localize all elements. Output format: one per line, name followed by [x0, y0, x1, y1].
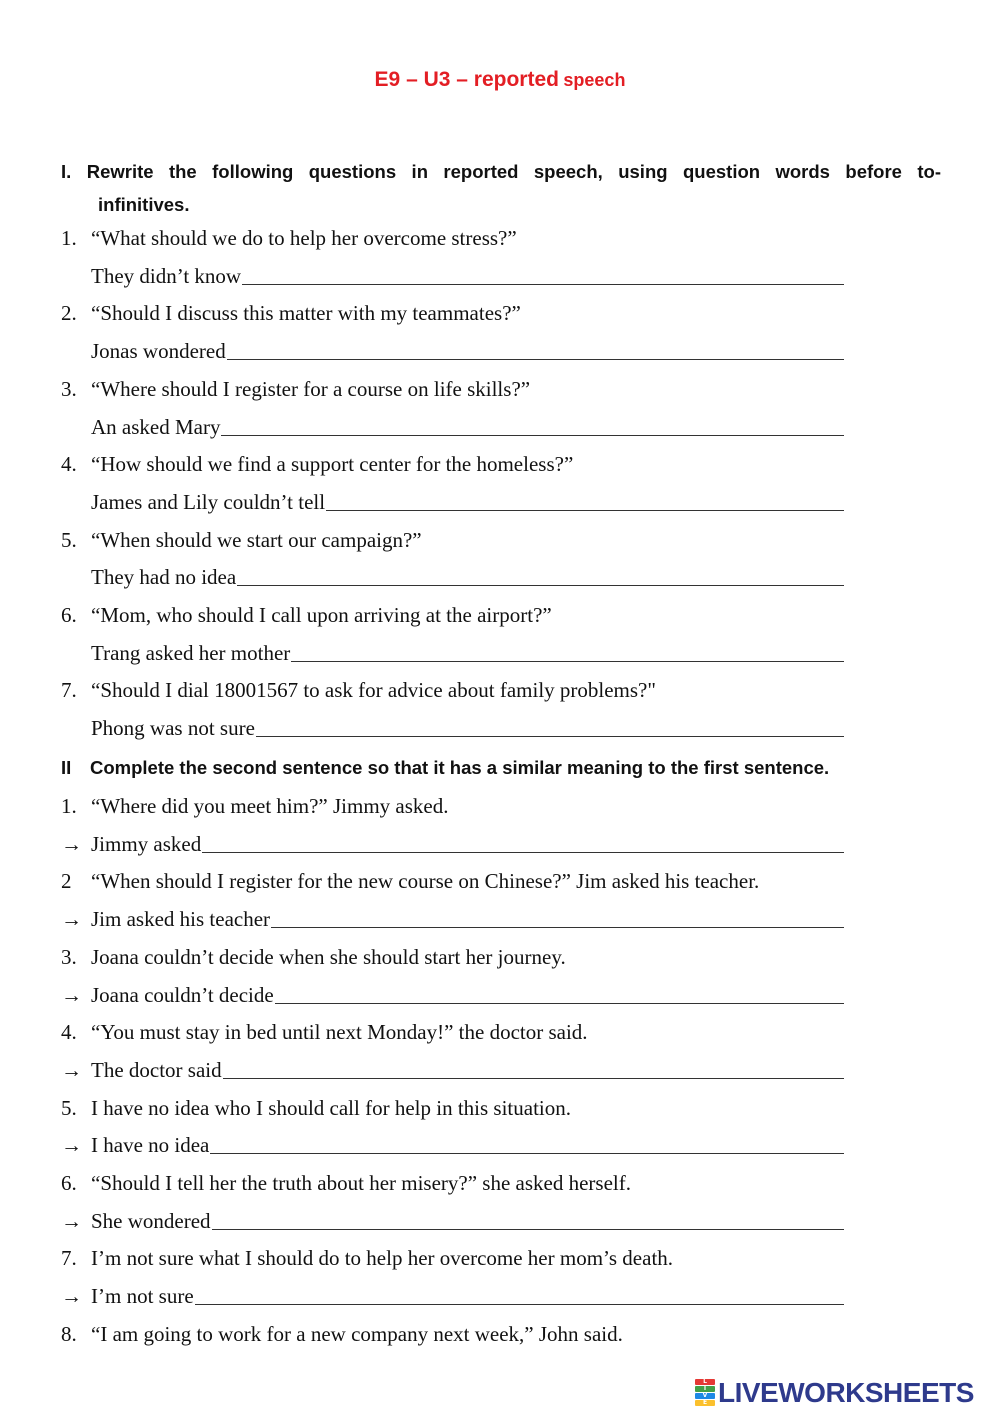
answer-row	[91, 336, 844, 366]
answer-blank[interactable]	[326, 510, 844, 511]
answer-prefix: Phong was not sure	[91, 716, 255, 741]
worksheet-title	[0, 68, 1000, 92]
answer-row	[91, 487, 844, 517]
question-number: 1.	[61, 794, 77, 818]
section2-heading	[61, 756, 941, 780]
question-number: 8.	[61, 1321, 77, 1346]
question-number: 4.	[61, 452, 77, 477]
question-row	[61, 1168, 631, 1198]
answer-row	[61, 1206, 844, 1236]
question-row	[61, 791, 448, 821]
logo-mark-icon	[695, 1379, 715, 1407]
question-text: “I am going to work for a new company next week,” John said.	[91, 1321, 623, 1346]
arrow-icon: →	[61, 1284, 82, 1309]
question-text: “What should we do to help her overcome stress?”	[91, 226, 517, 250]
answer-prefix: Jimmy asked	[91, 831, 202, 856]
answer-blank[interactable]	[275, 1003, 844, 1004]
answer-row	[91, 261, 844, 291]
question-text: “Should I dial 18001567 to ask for advice about family problems?"	[91, 678, 656, 703]
answer-row	[91, 412, 844, 442]
section2-heading-text: Complete the second sentence so that it has a similar meaning to the first sentence.	[90, 757, 830, 778]
answer-row	[61, 904, 844, 934]
section2-roman: II	[61, 757, 72, 778]
answer-prefix: She wondered	[91, 1208, 211, 1233]
answer-row	[61, 1281, 844, 1311]
question-row	[61, 223, 517, 253]
answer-blank[interactable]	[223, 1078, 844, 1079]
logo-mark-letter: I	[695, 1386, 715, 1392]
question-number: 7.	[61, 1246, 77, 1271]
question-row	[61, 525, 422, 555]
liveworksheets-logo	[695, 1376, 974, 1410]
logo-mark-letter: E	[695, 1400, 715, 1406]
question-number: 6.	[61, 1171, 77, 1195]
answer-blank[interactable]	[256, 736, 844, 737]
question-text: “Should I tell her the truth about her misery?” she asked herself.	[91, 1171, 631, 1195]
answer-row	[91, 713, 844, 743]
question-number: 7.	[61, 678, 77, 703]
answer-blank[interactable]	[210, 1153, 844, 1154]
answer-row	[61, 1130, 844, 1160]
arrow-icon: →	[61, 907, 82, 932]
title-main: E9 – U3 – reported	[374, 68, 559, 91]
question-row	[61, 374, 530, 404]
question-number: 1.	[61, 226, 77, 250]
answer-prefix: Trang asked her mother	[91, 640, 291, 665]
answer-row	[61, 980, 844, 1010]
answer-blank[interactable]	[227, 359, 844, 360]
answer-prefix: An asked Mary	[91, 414, 221, 439]
question-row	[61, 298, 521, 328]
question-row	[61, 1017, 588, 1047]
question-number: 5.	[61, 1095, 77, 1120]
question-number: 2	[61, 869, 72, 894]
section1-heading	[61, 155, 941, 221]
question-row	[61, 675, 656, 705]
question-number: 5.	[61, 527, 77, 552]
answer-blank[interactable]	[242, 284, 844, 285]
logo-mark-letter: L	[695, 1379, 715, 1385]
question-row	[61, 1319, 623, 1349]
answer-prefix: Joana couldn’t decide	[91, 982, 274, 1007]
answer-prefix: Jonas wondered	[91, 339, 226, 364]
answer-blank[interactable]	[202, 852, 844, 853]
question-row	[61, 1243, 673, 1273]
question-row	[61, 942, 566, 972]
question-text: Joana couldn’t decide when she should start her journey.	[91, 944, 566, 969]
answer-blank[interactable]	[271, 927, 844, 928]
answer-blank[interactable]	[291, 661, 844, 662]
answer-prefix: The doctor said	[91, 1057, 222, 1082]
arrow-icon: →	[61, 1208, 82, 1233]
question-row	[61, 1093, 571, 1123]
question-text: “When should we start our campaign?”	[91, 527, 422, 552]
answer-prefix: They had no idea	[91, 565, 237, 590]
answer-prefix: I have no idea	[91, 1133, 210, 1158]
question-number: 3.	[61, 376, 77, 401]
arrow-icon: →	[61, 831, 82, 856]
answer-row	[91, 638, 844, 668]
logo-text: LIVEWORKSHEETS	[718, 1377, 974, 1408]
question-row	[61, 866, 759, 896]
question-text: “You must stay in bed until next Monday!” the doctor said.	[91, 1020, 588, 1045]
section1-heading-line2: infinitives.	[98, 194, 190, 215]
title-tail: speech	[563, 70, 626, 90]
question-text: I’m not sure what I should do to help her overcome her mom’s death.	[91, 1246, 674, 1271]
answer-blank[interactable]	[195, 1304, 844, 1305]
question-text: “When should I register for the new course on Chinese?” Jim asked his teacher.	[91, 869, 760, 894]
section1-heading-line1: I. Rewrite the following questions in reported speech, using question words before to-	[61, 161, 941, 182]
question-number: 2.	[61, 301, 77, 326]
question-text: “Where did you meet him?” Jimmy asked.	[91, 794, 449, 818]
answer-row	[61, 829, 844, 859]
question-text: “How should we find a support center for the homeless?”	[91, 452, 574, 477]
question-number: 6.	[61, 603, 77, 627]
arrow-icon: →	[61, 982, 82, 1007]
answer-blank[interactable]	[212, 1229, 844, 1230]
arrow-icon: →	[61, 1133, 82, 1158]
question-row	[61, 449, 573, 479]
answer-prefix: They didn’t know	[91, 263, 242, 288]
answer-prefix: James and Lily couldn’t tell	[91, 489, 326, 514]
answer-row	[61, 1055, 844, 1085]
answer-prefix: I’m not sure	[91, 1284, 194, 1309]
question-text: “Mom, who should I call upon arriving at the airport?”	[91, 603, 552, 627]
question-row	[61, 600, 552, 630]
arrow-icon: →	[61, 1057, 82, 1082]
answer-row	[91, 562, 844, 592]
logo-mark-letter: V	[695, 1393, 715, 1399]
question-text: “Should I discuss this matter with my teammates?”	[91, 301, 521, 326]
question-text: “Where should I register for a course on life skills?”	[91, 376, 531, 401]
question-number: 3.	[61, 944, 77, 969]
answer-blank[interactable]	[221, 435, 844, 436]
question-text: I have no idea who I should call for help in this situation.	[91, 1095, 571, 1120]
answer-blank[interactable]	[237, 585, 844, 586]
answer-prefix: Jim asked his teacher	[91, 907, 271, 932]
question-number: 4.	[61, 1020, 77, 1045]
